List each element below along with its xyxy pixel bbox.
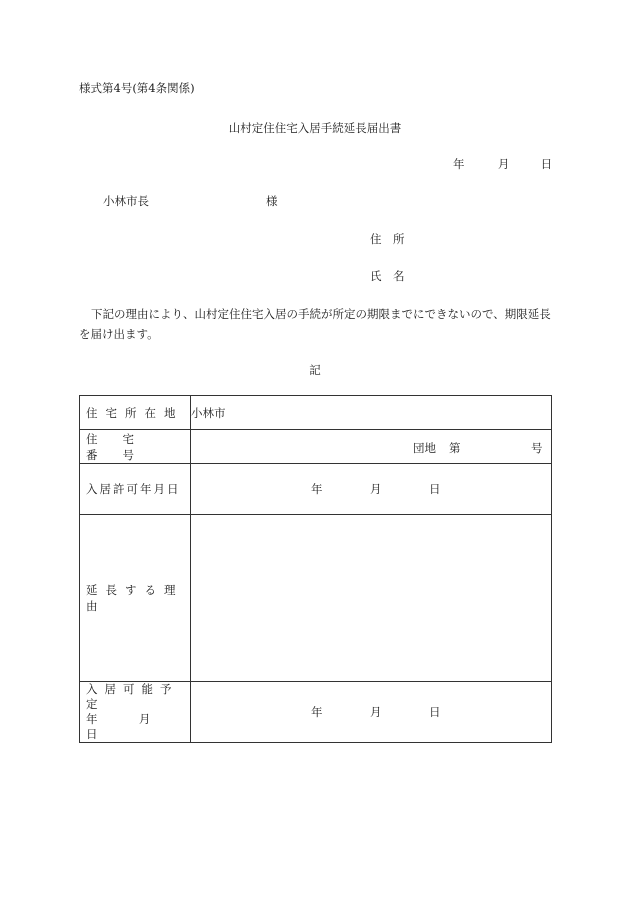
planned-label-month: 月 — [138, 712, 151, 726]
form-number: 様式第4号(第4条関係) — [79, 81, 195, 95]
planned-label-year: 年 — [86, 712, 98, 726]
go-label: 号 — [531, 441, 543, 455]
planned-date-label-line1: 入居可能予定 — [86, 682, 179, 711]
permit-day: 日 — [429, 482, 441, 496]
table-row — [80, 515, 552, 682]
ki-heading: 記 — [309, 363, 321, 377]
housing-number-cell — [191, 430, 552, 464]
permit-year: 年 — [311, 482, 323, 496]
body-text: 下記の理由により、山村定住住宅入居の手続が所定の期限までにできないので、期限延長を届け出ます。 — [79, 307, 551, 341]
planned-month: 月 — [370, 705, 382, 719]
reason-value — [191, 515, 552, 682]
dai-label: 第 — [449, 441, 461, 455]
planned-date-label — [80, 682, 191, 743]
applicant-name-label: 氏 名 — [370, 269, 405, 283]
table-row — [80, 464, 552, 515]
planned-date-cell — [191, 682, 552, 743]
permit-date-cell — [191, 464, 552, 515]
submission-date — [453, 156, 552, 172]
location-value: 小林市 — [191, 396, 552, 430]
danchi-label: 団地 — [413, 441, 436, 455]
date-month: 月 — [497, 157, 510, 171]
location-label: 住宅所在地 — [80, 396, 191, 430]
document-title: 山村定住住宅入居手続延長届出書 — [228, 121, 402, 135]
honorific: 様 — [266, 194, 278, 208]
date-year: 年 — [453, 157, 465, 171]
details-table — [79, 395, 552, 743]
table-row — [80, 430, 552, 464]
date-day: 日 — [540, 157, 553, 171]
reason-label: 延長する理由 — [80, 515, 191, 682]
housing-number-label — [80, 430, 191, 464]
planned-year: 年 — [311, 705, 323, 719]
permit-month: 月 — [370, 482, 382, 496]
permit-date-label: 入居許可年月日 — [80, 464, 191, 515]
table-row — [80, 396, 552, 430]
planned-date-label-line2 — [86, 712, 190, 742]
planned-day: 日 — [429, 705, 441, 719]
housing-number-label-text: 住宅番号 — [86, 431, 159, 462]
planned-label-day: 日 — [86, 727, 98, 741]
table-row — [80, 682, 552, 743]
applicant-address-label: 住 所 — [370, 232, 405, 246]
addressee: 小林市長 — [103, 194, 149, 208]
